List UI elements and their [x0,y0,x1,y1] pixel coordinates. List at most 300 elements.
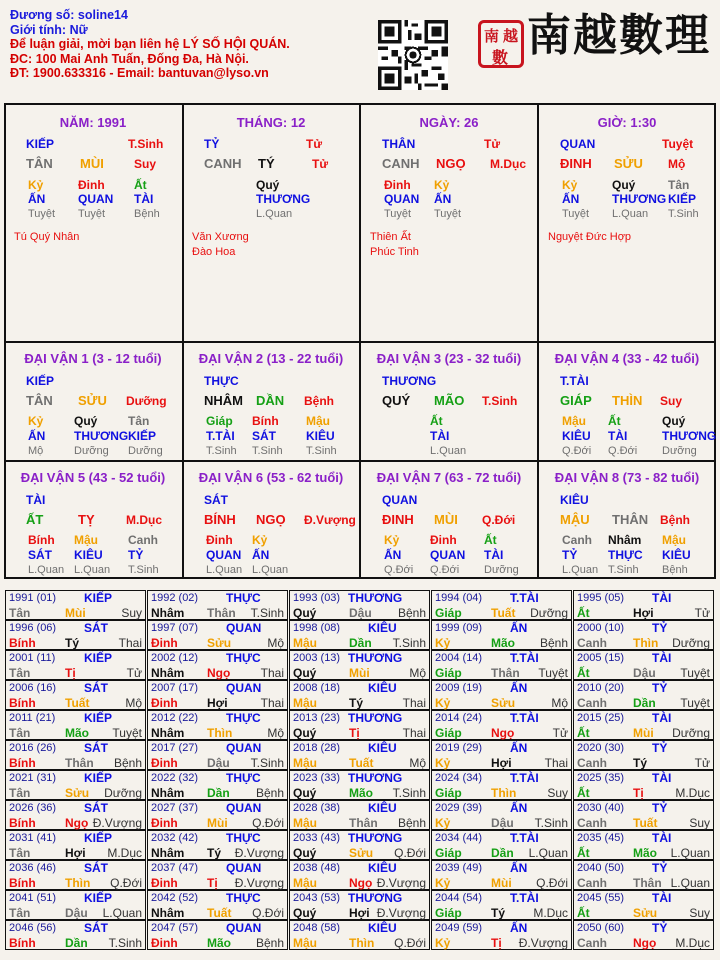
year-label: 2036 (46) [9,862,57,874]
dai-van-hidden-can: Kỷ [384,533,400,547]
year-chi: Thân [633,876,662,890]
contact-address: ĐC: 100 Mai Anh Tuấn, Đống Đa, Hà Nội. [10,51,249,66]
year-state: Q.Đới [252,816,284,830]
year-state: Q.Đới [394,846,426,860]
pillar-star-state: Tuyệt [662,137,694,151]
year-cell[interactable] [5,710,146,740]
dai-van-title: ĐẠI VẬN 4 (33 - 42 tuổi) [554,351,700,366]
year-chi: Dần [491,846,514,860]
dai-van-hidden-can: Canh [128,533,158,547]
year-state: Thai [544,756,568,770]
pillar-chi: SỬU [614,156,643,171]
year-cell[interactable] [289,620,430,650]
year-label: 2039 (49) [435,862,483,874]
year-can: Giáp [435,906,462,920]
year-cell[interactable] [5,890,146,920]
pillar-hidden-state: Tuyệt [28,208,56,220]
dai-van-hidden-state: L.Quan [562,564,599,576]
year-cell[interactable] [431,770,572,800]
year-cell[interactable] [5,920,146,950]
year-star: SÁT [84,741,108,755]
dai-van-can: BÍNH [204,512,236,527]
year-label: 2004 (14) [435,652,483,664]
year-chi: Thìn [65,876,91,890]
pillar-chi: TÝ [258,156,275,171]
year-cell[interactable] [147,770,288,800]
dai-van-state: Bệnh [304,394,334,408]
year-can: Mậu [293,876,317,890]
year-label: 2008 (18) [293,682,341,694]
year-cell[interactable] [431,800,572,830]
year-chi: Thìn [349,936,375,950]
year-label: 2044 (54) [435,892,483,904]
year-star: QUAN [226,921,262,935]
year-cell[interactable] [147,830,288,860]
year-chi: Thân [65,756,94,770]
year-cell[interactable] [147,650,288,680]
year-star: THƯƠNG [348,771,403,785]
pillar-note: Nguyệt Đức Hợp [548,231,632,243]
dai-van-hidden-can: Nhâm [608,533,642,547]
pillar-hidden-star: ẤN [28,192,46,206]
year-star: THƯƠNG [348,591,403,605]
year-label: 1997 (07) [151,622,199,634]
year-cell[interactable] [5,860,146,890]
year-star: SÁT [84,801,108,815]
pillar-hidden-can: Kỷ [434,178,450,192]
dai-van-star: KIẾP [26,374,55,388]
qr-code-icon[interactable] [378,20,448,90]
year-star: KIÊU [368,861,397,875]
year-can: Ất [577,786,590,800]
year-chi: Mão [349,786,373,800]
year-cell[interactable] [289,770,430,800]
dai-van-hidden-can: Bính [252,414,279,428]
year-chi: Thìn [491,786,517,800]
year-state: L.Quan [670,846,710,860]
year-cell[interactable] [5,650,146,680]
year-state: Tuyệt [680,666,710,680]
year-state: Bệnh [397,606,426,620]
year-can: Mậu [293,756,317,770]
year-label: 2007 (17) [151,682,199,694]
seal-char-3: 數 [492,48,509,67]
dai-van-chi: THÂN [612,512,649,527]
year-cell[interactable] [289,590,430,620]
year-can: Giáp [435,786,462,800]
dai-van-title: ĐẠI VẬN 7 (63 - 72 tuổi) [376,470,522,485]
year-cell[interactable] [289,890,430,920]
pillar-hidden-state: Tuyệt [562,208,590,220]
year-label: 2032 (42) [151,832,199,844]
year-can: Tân [9,666,31,680]
header-info [10,8,290,81]
year-label: 2018 (28) [293,742,341,754]
pillar-star-state: Tử [306,137,323,151]
year-state: Bệnh [255,936,284,950]
year-can: Quý [293,906,317,920]
dai-van-hidden-state: T.Sinh [306,445,337,457]
pillar-star: KIẾP [26,137,55,151]
year-label: 2050 (60) [577,922,625,934]
dai-van-can: ĐINH [382,512,414,527]
year-label: 2043 (53) [293,892,341,904]
year-chi: Mùi [633,726,654,740]
dai-van-hidden-can: Kỷ [28,414,44,428]
dai-van-hidden-star: KIÊU [306,429,335,443]
year-can: Quý [293,846,317,860]
year-star: KIÊU [368,621,397,635]
year-star: ẤN [510,681,528,695]
year-star: ẤN [510,741,528,755]
year-cell[interactable] [573,620,714,650]
contact-intro: Để luận giải, mời bạn liên hệ LÝ SỐ HỘI QUÁN. [10,37,290,52]
dai-van-hidden-can: Quý [662,414,686,428]
year-cell[interactable] [289,680,430,710]
dai-van-can: TÂN [26,393,53,408]
dai-van-hidden-star: TỶ [562,548,578,562]
year-state: L.Quan [102,906,142,920]
year-cell[interactable] [573,680,714,710]
dai-van-hidden-star: TÀI [484,548,504,562]
year-state: Tử [552,726,568,740]
year-star: TỶ [652,741,668,755]
year-cell[interactable] [573,710,714,740]
year-cell[interactable] [5,590,146,620]
year-cell[interactable] [147,920,288,950]
year-chi: Thìn [207,726,233,740]
dai-van-chi: SỬU [78,393,107,408]
year-star: KIÊU [368,801,397,815]
year-chi: Tý [349,696,364,710]
year-label: 2041 (51) [9,892,57,904]
year-star: THƯƠNG [348,711,403,725]
year-label: 2034 (44) [435,832,483,844]
pillar-note: Văn Xương [192,231,249,243]
year-chi: Mùi [349,666,370,680]
year-star: KIẾP [84,771,113,785]
year-state: Tuyệt [680,696,710,710]
dai-van-state: Q.Đới [482,513,516,527]
year-star: THỰC [226,711,261,725]
dai-van-hidden-star: KIÊU [74,548,103,562]
year-chi: Hợi [207,696,228,710]
dai-van-state: Bệnh [660,513,690,527]
year-star: TÀI [652,651,672,665]
year-cell[interactable] [147,800,288,830]
year-can: Bính [9,696,36,710]
dai-van-title: ĐẠI VẬN 8 (73 - 82 tuổi) [554,470,700,485]
year-cell[interactable] [431,740,572,770]
year-cell[interactable] [147,680,288,710]
year-chi: Mùi [207,816,228,830]
year-can: Quý [293,666,317,680]
year-state: Bệnh [397,816,426,830]
year-star: TÀI [652,591,672,605]
pillar-chi-state: Mộ [668,157,686,171]
year-label: 2024 (34) [435,772,483,784]
year-can: Nhâm [151,906,185,920]
pillar-hidden-star: QUAN [78,192,114,206]
year-state: Tử [694,756,710,770]
year-chi: Hợi [491,756,512,770]
year-state: Thai [402,726,426,740]
year-label: 2027 (37) [151,802,199,814]
year-label: 2029 (39) [435,802,483,814]
year-state: Dưỡng [530,606,568,620]
year-cell[interactable] [573,920,714,950]
dai-van-hidden-can: Ất [484,533,497,547]
year-label: 1994 (04) [435,592,483,604]
year-can: Mậu [293,696,317,710]
dai-van-hidden-star: KIẾP [128,429,157,443]
dai-van-hidden-can: Đinh [430,533,457,547]
dai-van-hidden-can: Tân [128,414,150,428]
year-star: QUAN [226,741,262,755]
pillar-note: Phúc Tinh [370,246,419,258]
pillar-star: QUAN [560,137,596,151]
year-cell[interactable] [573,800,714,830]
dai-van-hidden-state: L.Quan [28,564,65,576]
year-cell[interactable] [147,890,288,920]
year-chi: Tuất [349,756,374,770]
year-cell[interactable] [147,860,288,890]
year-cell[interactable] [573,650,714,680]
dai-van-hidden-star: KIÊU [562,429,591,443]
year-cell[interactable] [5,680,146,710]
year-can: Mậu [293,816,317,830]
year-can: Giáp [435,726,462,740]
year-state: Tuyệt [112,726,142,740]
year-cell[interactable] [431,920,572,950]
year-state: Mộ [409,666,426,680]
year-cell[interactable] [5,800,146,830]
year-state: Mộ [267,726,284,740]
dai-van-star: T.TÀI [560,374,589,388]
dai-van-hidden-state: Q.Đới [384,564,414,576]
year-label: 2033 (43) [293,832,341,844]
dai-van-star: THƯƠNG [382,374,437,388]
year-star: SÁT [84,681,108,695]
year-cell[interactable] [573,830,714,860]
year-state: T.Sinh [108,936,142,950]
year-cell[interactable] [431,860,572,890]
dai-van-hidden-star: QUAN [206,548,242,562]
year-can: Tân [9,786,31,800]
year-cell[interactable] [289,830,430,860]
pillar-title: THÁNG: 12 [236,115,306,130]
year-state: M.Dục [107,846,142,860]
year-chi: Hợi [633,606,654,620]
dai-van-star: TÀI [26,493,46,507]
pillar-note: Thiên Ất [370,231,411,243]
year-state: Đ.Vượng [234,846,284,860]
year-state: Đ.Vượng [518,936,568,950]
year-star: T.TÀI [510,711,539,725]
year-chi: Sửu [207,636,232,650]
year-star: THƯƠNG [348,651,403,665]
pillar-hidden-can: Đinh [384,178,411,192]
dai-van-can: ẤT [26,512,44,527]
year-state: Mộ [125,696,142,710]
year-chi: Thìn [633,636,659,650]
year-star: THỰC [226,831,261,845]
pillar-title: GIỜ: 1:30 [597,115,657,130]
year-chi: Tị [65,666,76,680]
year-state: Tử [126,666,142,680]
dai-van-can: QUÝ [382,393,411,408]
year-cell[interactable] [289,710,430,740]
year-chi: Thân [207,606,236,620]
year-state: Đ.Vượng [92,816,142,830]
year-label: 1999 (09) [435,622,483,634]
dai-van-hidden-can: Bính [28,533,55,547]
dai-van-hidden-can: Đinh [206,533,233,547]
year-star: QUAN [226,801,262,815]
year-state: Mộ [409,756,426,770]
dai-van-hidden-state: Dưỡng [74,445,109,457]
year-chi: Dậu [65,906,88,920]
year-star: THƯƠNG [348,891,403,905]
year-cell[interactable] [5,740,146,770]
year-star: QUAN [226,861,262,875]
pillar-hidden-state: L.Quan [612,208,649,220]
year-cell[interactable] [5,620,146,650]
year-chi: Sửu [349,846,374,860]
year-state: M.Dục [675,786,710,800]
year-can: Đinh [151,696,178,710]
year-chi: Tuất [207,906,232,920]
dai-van-hidden-star: ẤN [28,429,46,443]
year-star: TỶ [652,921,668,935]
year-cell[interactable] [431,710,572,740]
year-cell[interactable] [431,620,572,650]
year-label: 1996 (06) [9,622,57,634]
dai-van-state: Dưỡng [126,394,167,408]
year-cell[interactable] [573,590,714,620]
year-label: 2045 (55) [577,892,625,904]
year-chi: Tị [207,876,218,890]
pillar-hidden-star: TÀI [134,192,154,206]
owner-name: Đương số: soline14 [10,8,128,22]
year-state: L.Quan [670,876,710,890]
pillar-hidden-can: Tân [668,178,690,192]
pillar-hidden-star: ẤN [562,192,580,206]
year-label: 1993 (03) [293,592,341,604]
year-star: SÁT [84,861,108,875]
pillar-star-state: T.Sinh [128,137,164,151]
year-cell[interactable] [431,590,572,620]
pillar-title: NGÀY: 26 [419,115,479,130]
year-can: Kỷ [435,636,451,650]
year-cell[interactable] [431,650,572,680]
year-label: 2042 (52) [151,892,199,904]
year-can: Tân [9,726,31,740]
dai-van-title: ĐẠI VẬN 1 (3 - 12 tuổi) [24,351,162,366]
pillar-can: ĐINH [560,156,592,171]
year-chi: Ngọ [349,876,373,890]
year-label: 1998 (08) [293,622,341,634]
year-label: 2031 (41) [9,832,57,844]
year-cell[interactable] [289,800,430,830]
year-star: ẤN [510,801,528,815]
seal-char-2: 越 [503,27,519,45]
year-chi: Mão [633,846,657,860]
dai-van-hidden-star: TÀI [608,429,628,443]
pillar-hidden-state: Tuyệt [78,208,106,220]
year-state: Tuyệt [538,666,568,680]
year-can: Quý [293,726,317,740]
year-chi: Dần [349,636,372,650]
year-state: Đ.Vượng [376,876,426,890]
dai-van-star: THỰC [204,374,239,388]
year-state: Dưỡng [672,726,710,740]
year-cell[interactable] [289,860,430,890]
year-can: Giáp [435,606,462,620]
year-state: M.Dục [675,936,710,950]
dai-van-chi: MÃO [434,393,465,408]
pillar-chi: NGỌ [436,156,466,171]
year-cell[interactable] [147,590,288,620]
dai-van-hidden-state: L.Quan [74,564,111,576]
year-cell[interactable] [5,830,146,860]
year-cell[interactable] [147,740,288,770]
brand-title: 南越數理 [527,10,711,61]
pillar-can: TÂN [26,156,53,171]
year-state: T.Sinh [392,786,426,800]
year-cell[interactable] [289,650,430,680]
year-cell[interactable] [573,740,714,770]
pillar-hidden-state: L.Quan [256,208,293,220]
dai-van-chi: DẦN [256,393,285,408]
year-label: 1995 (05) [577,592,625,604]
year-label: 2012 (22) [151,712,199,724]
year-cell[interactable] [431,680,572,710]
year-cell[interactable] [147,620,288,650]
year-label: 2048 (58) [293,922,341,934]
dai-van-can: NHÂM [204,393,243,408]
dai-van-hidden-state: T.Sinh [252,445,283,457]
year-cell[interactable] [431,890,572,920]
dai-van-state: Suy [660,394,683,408]
year-can: Đinh [151,756,178,770]
year-cell[interactable] [573,860,714,890]
dai-van-hidden-star: T.TÀI [206,429,235,443]
dai-van-chi: NGỌ [256,512,286,527]
year-cell[interactable] [289,740,430,770]
year-cell[interactable] [573,770,714,800]
pillar-hidden-star: QUAN [384,192,420,206]
year-cell[interactable] [5,770,146,800]
year-state: Q.Đới [110,876,142,890]
year-can: Quý [293,786,317,800]
year-chi: Ngọ [65,816,89,830]
pillar-hidden-can: Ất [134,178,147,192]
year-cell[interactable] [573,890,714,920]
year-chi: Tuất [491,606,516,620]
year-state: Dưỡng [672,636,710,650]
year-can: Bính [9,876,36,890]
dai-van-hidden-star: THƯƠNG [662,429,717,443]
pillar-can: CANH [382,156,420,171]
year-cell[interactable] [147,710,288,740]
year-star: T.TÀI [510,651,539,665]
year-can: Tân [9,846,31,860]
year-cell[interactable] [431,830,572,860]
dai-van-hidden-can: Ất [430,414,443,428]
year-cell[interactable] [289,920,430,950]
year-chi: Thân [491,666,520,680]
